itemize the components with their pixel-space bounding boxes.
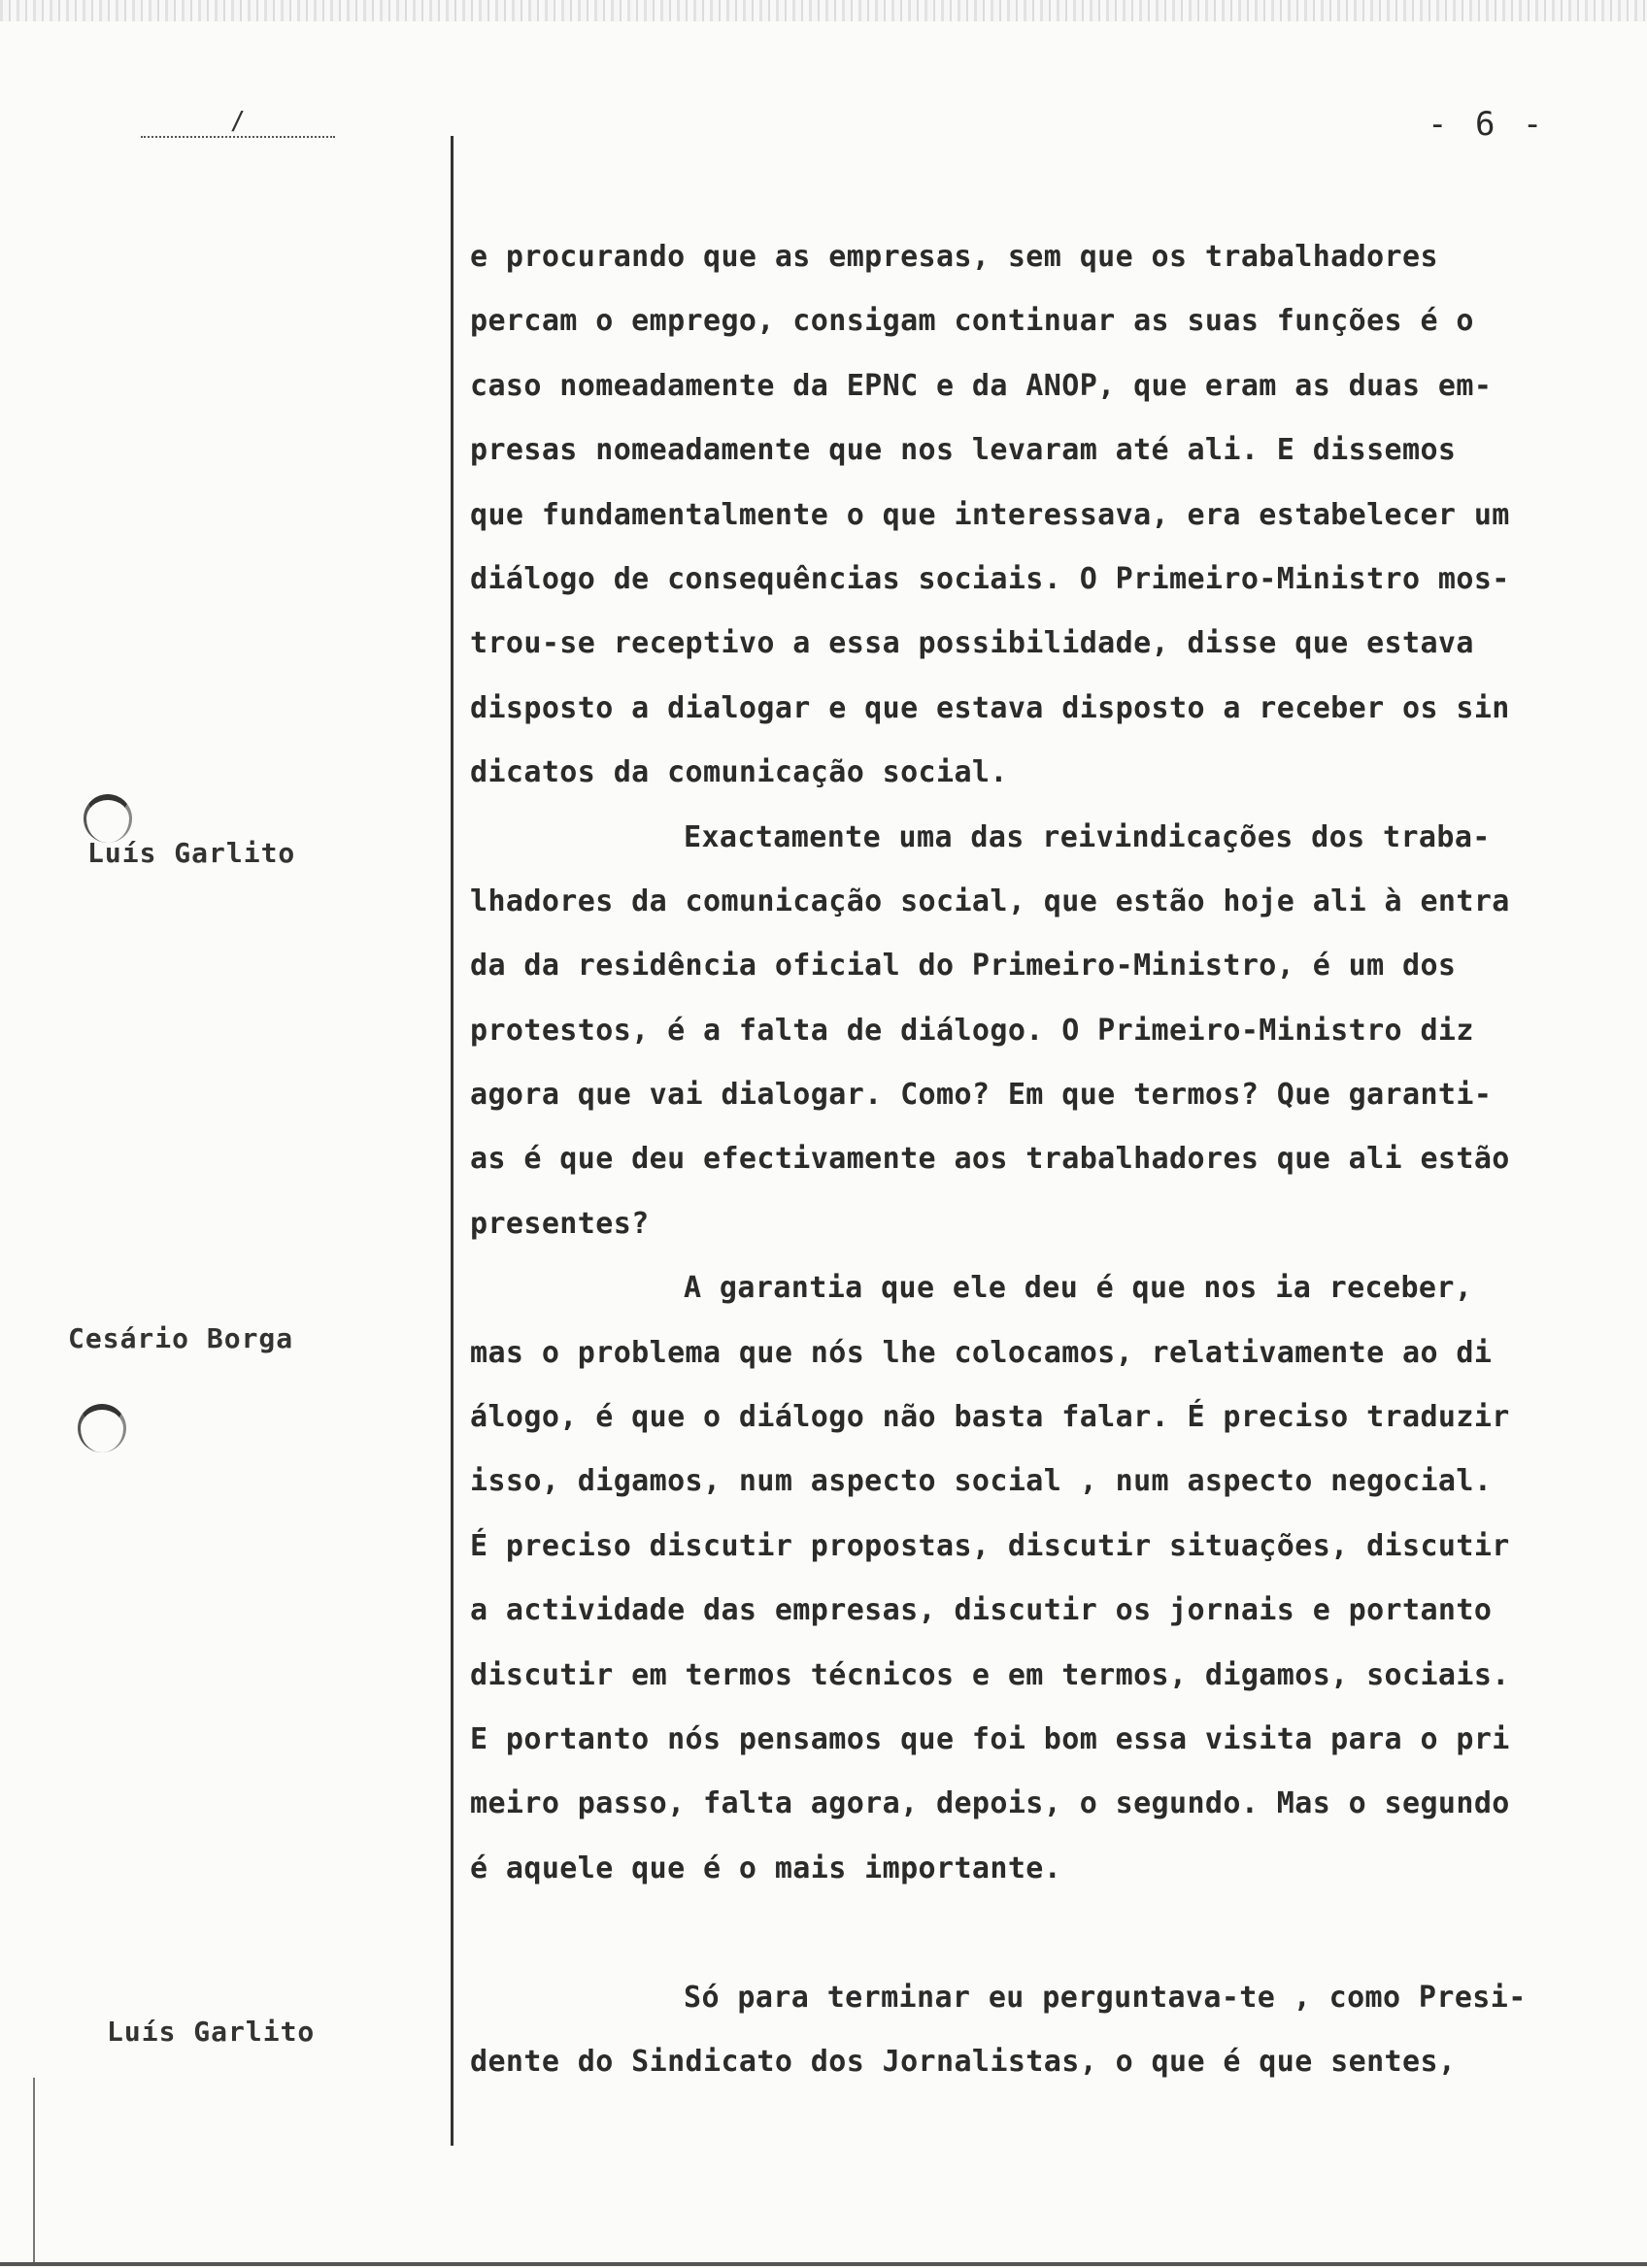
page-number: - 6 - (1428, 105, 1547, 144)
text-line: presas nomeadamente que nos levaram até ali. E dissemos (470, 433, 1457, 468)
text-line: e procurando que as empresas, sem que os trabalhadores (470, 240, 1438, 274)
text-line: Só para terminar eu perguntava-te , como Presi- (684, 1980, 1527, 2015)
text-line: as é que deu efectivamente aos trabalhadores que ali estão (470, 1142, 1510, 1177)
text-line: a actividade das empresas, discutir os jornais e portanto (470, 1593, 1493, 1628)
speaker-name: Luís Garlito (107, 2016, 316, 2048)
speaker-mark-icon (78, 1404, 126, 1452)
page-edge-bottom (0, 2262, 1647, 2266)
text-line: caso nomeadamente da EPNC e da ANOP, que eram as duas em- (470, 368, 1493, 403)
reference-line (141, 107, 335, 138)
text-line: agora que vai dialogar. Como? Em que termos? Que garanti- (470, 1078, 1493, 1113)
text-line: lhadores da comunicação social, que estão hoje ali à entra (470, 884, 1510, 918)
text-line: Exactamente uma das reivindicações dos traba- (684, 819, 1491, 854)
speaker-mark-icon (84, 794, 132, 843)
page-edge-left (33, 2078, 35, 2262)
text-line: meiro passo, falta agora, depois, o segundo. Mas o segundo (470, 1786, 1510, 1821)
speaker-name: Luís Garlito (87, 837, 296, 869)
speaker-name: Cesário Borga (68, 1322, 294, 1354)
text-line: isso, digamos, num aspecto social , num aspecto negocial. (470, 1464, 1493, 1499)
text-line: disposto a dialogar e que estava disposto a receber os sin (470, 690, 1510, 725)
text-line: É preciso discutir propostas, discutir situações, discutir (470, 1528, 1510, 1563)
scan-artifact-top (0, 0, 1647, 21)
text-line: trou-se receptivo a essa possibilidade, disse que estava (470, 626, 1474, 661)
text-line: percam o emprego, consigam continuar as suas funções é o (470, 304, 1474, 339)
column-divider (451, 136, 454, 2146)
text-line: presentes? (470, 1206, 650, 1241)
reference-slash: / (230, 107, 246, 136)
text-line: da da residência oficial do Primeiro-Ministro, é um dos (470, 949, 1457, 984)
text-line: é aquele que é o mais importante. (470, 1851, 1062, 1885)
text-line: que fundamentalmente o que interessava, era estabelecer um (470, 497, 1510, 532)
text-line: E portanto nós pensamos que foi bom essa visita para o pri (470, 1721, 1510, 1756)
text-line: diálogo de consequências sociais. O Primeiro-Ministro mos- (470, 561, 1510, 596)
text-line: A garantia que ele deu é que nos ia receber, (684, 1271, 1473, 1306)
text-line (470, 1901, 1635, 1965)
text-line: dente do Sindicato dos Jornalistas, o que é que sentes, (470, 2044, 1457, 2079)
text-line: mas o problema que nós lhe colocamos, relativamente ao di (470, 1335, 1493, 1370)
text-line: álogo, é que o diálogo não basta falar. É preciso traduzir (470, 1400, 1510, 1435)
text-line: dicatos da comunicação social. (470, 755, 1008, 790)
text-line: protestos, é a falta de diálogo. O Primeiro-Ministro diz (470, 1013, 1474, 1048)
transcript-text (470, 225, 1635, 2094)
text-line: discutir em termos técnicos e em termos, digamos, sociais. (470, 1657, 1510, 1692)
